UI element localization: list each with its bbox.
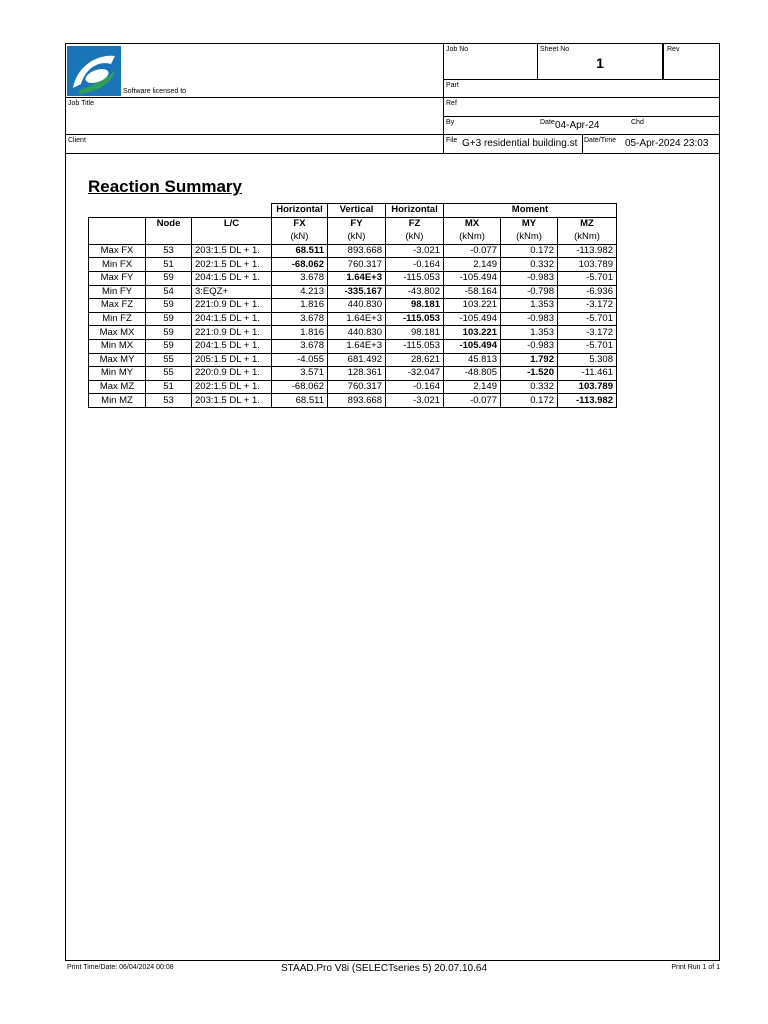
cell-fy: 1.64E+3 bbox=[328, 339, 386, 353]
cell-fz: -0.164 bbox=[386, 380, 444, 394]
file-label: File bbox=[446, 137, 458, 144]
table-row bbox=[89, 394, 617, 408]
cell-mx: -105.494 bbox=[444, 271, 501, 285]
row-label: Min MX bbox=[89, 339, 146, 353]
row-label: Max MZ bbox=[89, 380, 146, 394]
header-divider bbox=[443, 116, 720, 117]
cell-fz: 98.181 bbox=[386, 299, 444, 313]
cell-fx: -68.062 bbox=[272, 258, 328, 272]
cell-node: 59 bbox=[146, 312, 192, 326]
cell-lc: 202:1.5 DL + 1. bbox=[192, 380, 272, 394]
cell-fx: 3.678 bbox=[272, 271, 328, 285]
cell-my: 0.332 bbox=[501, 258, 558, 272]
cell-node: 53 bbox=[146, 394, 192, 408]
table-row bbox=[89, 353, 617, 367]
row-label: Min FZ bbox=[89, 312, 146, 326]
cell-fz: -115.053 bbox=[386, 271, 444, 285]
cell-mz: -5.701 bbox=[558, 271, 617, 285]
column-header: MX bbox=[444, 217, 501, 231]
cell-fy: 893.668 bbox=[328, 244, 386, 258]
cell-fy: 681.492 bbox=[328, 353, 386, 367]
row-label: Min FX bbox=[89, 258, 146, 272]
cell-mx: -0.077 bbox=[444, 394, 501, 408]
cell-my: -0.983 bbox=[501, 271, 558, 285]
cell-fx: 3.571 bbox=[272, 367, 328, 381]
cell-my: 0.172 bbox=[501, 244, 558, 258]
reaction-summary-table bbox=[88, 203, 617, 408]
print-time: Print Time/Date: 06/04/2024 00:08 bbox=[67, 964, 174, 971]
cell-mx: -48.805 bbox=[444, 367, 501, 381]
column-header: FX bbox=[272, 217, 328, 231]
cell-lc: 221:0.9 DL + 1. bbox=[192, 326, 272, 340]
cell-mx: 45.813 bbox=[444, 353, 501, 367]
cell-fx: -4.055 bbox=[272, 353, 328, 367]
cell-fy: -335.167 bbox=[328, 285, 386, 299]
header-divider bbox=[443, 43, 444, 153]
cell-lc: 204:1.5 DL + 1. bbox=[192, 271, 272, 285]
by-label: By bbox=[446, 119, 455, 126]
datetime-label: Date/Time bbox=[584, 137, 617, 144]
group-header: Vertical bbox=[328, 204, 386, 218]
cell-my: 1.792 bbox=[501, 353, 558, 367]
cell-node: 54 bbox=[146, 285, 192, 299]
cell-fy: 760.317 bbox=[328, 380, 386, 394]
cell-node: 55 bbox=[146, 353, 192, 367]
table-row bbox=[89, 299, 617, 313]
cell-lc: 203:1.5 DL + 1. bbox=[192, 244, 272, 258]
cell-mz: 5.308 bbox=[558, 353, 617, 367]
date-label: Date bbox=[540, 119, 555, 126]
table-row bbox=[89, 312, 617, 326]
unit-label: (kN) bbox=[328, 231, 386, 245]
job-no-label: Job No bbox=[446, 46, 469, 53]
cell-lc: 203:1.5 DL + 1. bbox=[192, 394, 272, 408]
table-row bbox=[89, 339, 617, 353]
cell-mx: -105.494 bbox=[444, 339, 501, 353]
cell-fz: 28.621 bbox=[386, 353, 444, 367]
column-header: Node bbox=[146, 217, 192, 231]
chd-label: Chd bbox=[631, 119, 644, 126]
group-header: Horizontal bbox=[272, 204, 328, 218]
cell-fx: 1.816 bbox=[272, 326, 328, 340]
cell-fz: -0.164 bbox=[386, 258, 444, 272]
row-label: Min MY bbox=[89, 367, 146, 381]
row-label: Max FY bbox=[89, 271, 146, 285]
software-version: STAAD.Pro V8i (SELECTseries 5) 20.07.10.64 bbox=[280, 963, 488, 974]
column-header: MY bbox=[501, 217, 558, 231]
group-header-row bbox=[89, 204, 617, 218]
table-row bbox=[89, 285, 617, 299]
cell-fz: -32.047 bbox=[386, 367, 444, 381]
row-label: Max FX bbox=[89, 244, 146, 258]
cell-fz: -115.053 bbox=[386, 312, 444, 326]
cell-my: 1.353 bbox=[501, 299, 558, 313]
licensed-to-label: Software licensed to bbox=[123, 88, 187, 95]
cell-my: -0.798 bbox=[501, 285, 558, 299]
cell-mz: -3.172 bbox=[558, 326, 617, 340]
unit-label: (kNm) bbox=[444, 231, 501, 245]
job-title-label: Job Title bbox=[68, 100, 95, 107]
datetime-value: 05-Apr-2024 23:03 bbox=[625, 138, 709, 149]
cell-fz: -3.021 bbox=[386, 244, 444, 258]
client-label: Client bbox=[68, 137, 86, 144]
date-value: 04-Apr-24 bbox=[555, 120, 600, 131]
sheet-no-label: Sheet No bbox=[540, 46, 570, 53]
sheet-number: 1 bbox=[596, 55, 604, 71]
cell-fy: 128.361 bbox=[328, 367, 386, 381]
cell-fy: 440.830 bbox=[328, 326, 386, 340]
table-row bbox=[89, 380, 617, 394]
table-row bbox=[89, 258, 617, 272]
column-header: FZ bbox=[386, 217, 444, 231]
unit-label: (kN) bbox=[386, 231, 444, 245]
cell-mz: -3.172 bbox=[558, 299, 617, 313]
cell-fx: -68.062 bbox=[272, 380, 328, 394]
cell-lc: 204:1.5 DL + 1. bbox=[192, 312, 272, 326]
row-label: Max FZ bbox=[89, 299, 146, 313]
cell-lc: 3:EQZ+ bbox=[192, 285, 272, 299]
cell-lc: 202:1.5 DL + 1. bbox=[192, 258, 272, 272]
cell-node: 51 bbox=[146, 258, 192, 272]
rev-label: Rev bbox=[667, 46, 680, 53]
cell-mz: 103.789 bbox=[558, 258, 617, 272]
unit-row bbox=[89, 231, 617, 245]
cell-lc: 221:0.9 DL + 1. bbox=[192, 299, 272, 313]
table-row bbox=[89, 367, 617, 381]
cell-node: 51 bbox=[146, 380, 192, 394]
cell-fy: 760.317 bbox=[328, 258, 386, 272]
cell-fy: 1.64E+3 bbox=[328, 271, 386, 285]
cell-mx: 103.221 bbox=[444, 299, 501, 313]
bentley-logo-icon bbox=[67, 46, 121, 96]
cell-mz: -5.701 bbox=[558, 339, 617, 353]
cell-my: -0.983 bbox=[501, 339, 558, 353]
cell-mz: -11.461 bbox=[558, 367, 617, 381]
cell-mx: -58.164 bbox=[444, 285, 501, 299]
unit-label: (kN) bbox=[272, 231, 328, 245]
unit-label: (kNm) bbox=[558, 231, 617, 245]
cell-my: -1.520 bbox=[501, 367, 558, 381]
cell-fy: 1.64E+3 bbox=[328, 312, 386, 326]
row-label: Min MZ bbox=[89, 394, 146, 408]
cell-mx: -0.077 bbox=[444, 244, 501, 258]
cell-fz: -115.053 bbox=[386, 339, 444, 353]
column-header: MZ bbox=[558, 217, 617, 231]
cell-mz: -113.982 bbox=[558, 244, 617, 258]
cell-my: -0.983 bbox=[501, 312, 558, 326]
group-header: Moment bbox=[444, 204, 617, 218]
cell-node: 59 bbox=[146, 299, 192, 313]
header-divider bbox=[582, 134, 583, 153]
report-title: Reaction Summary bbox=[88, 177, 242, 196]
header-divider bbox=[663, 43, 664, 80]
cell-mx: 2.149 bbox=[444, 258, 501, 272]
table-row bbox=[89, 244, 617, 258]
cell-fz: -3.021 bbox=[386, 394, 444, 408]
table-row bbox=[89, 271, 617, 285]
cell-mx: 103.221 bbox=[444, 326, 501, 340]
cell-fy: 440.830 bbox=[328, 299, 386, 313]
cell-my: 0.172 bbox=[501, 394, 558, 408]
cell-mx: 2.149 bbox=[444, 380, 501, 394]
column-header: L/C bbox=[192, 217, 272, 231]
file-value: G+3 residential building.st bbox=[462, 138, 578, 149]
cell-fy: 893.668 bbox=[328, 394, 386, 408]
column-header-row bbox=[89, 217, 617, 231]
cell-mx: -105.494 bbox=[444, 312, 501, 326]
cell-node: 59 bbox=[146, 271, 192, 285]
cell-node: 53 bbox=[146, 244, 192, 258]
column-header: FY bbox=[328, 217, 386, 231]
cell-fx: 1.816 bbox=[272, 299, 328, 313]
cell-fz: 98.181 bbox=[386, 326, 444, 340]
cell-mz: -113.982 bbox=[558, 394, 617, 408]
header-divider bbox=[65, 97, 720, 98]
cell-lc: 204:1.5 DL + 1. bbox=[192, 339, 272, 353]
header-divider bbox=[65, 134, 720, 135]
cell-node: 55 bbox=[146, 367, 192, 381]
cell-fx: 4.213 bbox=[272, 285, 328, 299]
unit-label: (kNm) bbox=[501, 231, 558, 245]
cell-node: 59 bbox=[146, 339, 192, 353]
row-label: Max MY bbox=[89, 353, 146, 367]
cell-fx: 68.511 bbox=[272, 244, 328, 258]
part-label: Part bbox=[446, 82, 459, 89]
cell-mz: -6.936 bbox=[558, 285, 617, 299]
cell-my: 1.353 bbox=[501, 326, 558, 340]
cell-lc: 205:1.5 DL + 1. bbox=[192, 353, 272, 367]
header-divider bbox=[65, 153, 720, 154]
cell-mz: 103.789 bbox=[558, 380, 617, 394]
cell-fx: 3.678 bbox=[272, 339, 328, 353]
cell-fz: -43.802 bbox=[386, 285, 444, 299]
print-run: Print Run 1 of 1 bbox=[671, 964, 720, 971]
cell-fx: 68.511 bbox=[272, 394, 328, 408]
row-label: Max MX bbox=[89, 326, 146, 340]
group-header: Horizontal bbox=[386, 204, 444, 218]
row-label: Min FY bbox=[89, 285, 146, 299]
cell-node: 59 bbox=[146, 326, 192, 340]
cell-mz: -5.701 bbox=[558, 312, 617, 326]
ref-label: Ref bbox=[446, 100, 457, 107]
table-row bbox=[89, 326, 617, 340]
cell-lc: 220:0.9 DL + 1. bbox=[192, 367, 272, 381]
cell-fx: 3.678 bbox=[272, 312, 328, 326]
cell-my: 0.332 bbox=[501, 380, 558, 394]
